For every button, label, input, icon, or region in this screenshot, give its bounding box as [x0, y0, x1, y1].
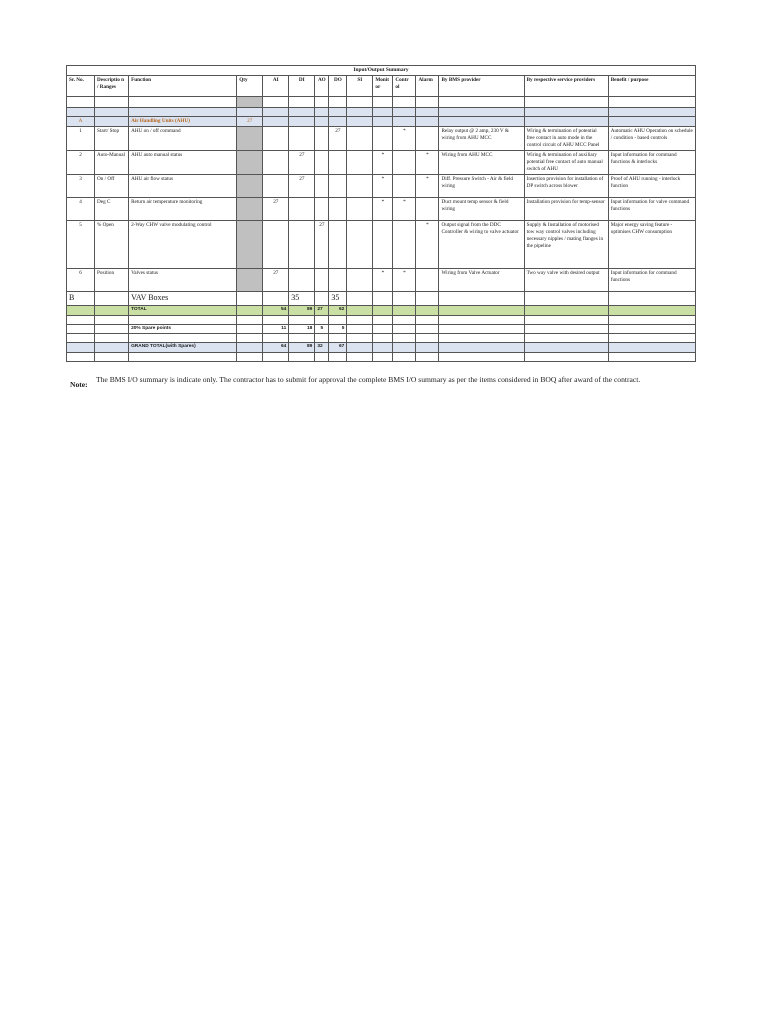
- row-desc: Auto-Manual: [95, 151, 129, 175]
- row-alarm: *: [416, 221, 439, 269]
- header-function: Function: [129, 76, 237, 97]
- row-function: Return air temperature monitoring: [129, 198, 237, 221]
- row-service: Insertion provision for installation of DP switch across blower: [524, 175, 608, 198]
- total-do: 62: [329, 306, 347, 315]
- row-monitor: *: [373, 269, 393, 292]
- row-ai: 27: [263, 198, 289, 221]
- row-desc: On / Off: [95, 175, 129, 198]
- section-a-function: Air Handling Units (AHU): [129, 117, 237, 127]
- grand-total-ao: 32: [315, 343, 329, 352]
- grand-total-label: GRAND TOTAL(with Spares): [129, 343, 237, 352]
- row-alarm: *: [416, 151, 439, 175]
- note-label: Note:: [70, 380, 88, 389]
- section-a-label: A: [67, 117, 95, 127]
- row-ao: 27: [315, 221, 329, 269]
- row-sr: 1: [67, 127, 95, 151]
- row-service: Two way valve with desired output: [524, 269, 608, 292]
- header-si: SI: [347, 76, 373, 97]
- header-bms: By BMS provider: [439, 76, 524, 97]
- blank-row: [67, 352, 696, 361]
- row-bms: Wiring from Valve Actuator: [439, 269, 524, 292]
- table-row: [67, 198, 696, 221]
- row-function: AHU air flow status: [129, 175, 237, 198]
- spare-label: 20% Spare points: [129, 324, 237, 333]
- row-function: AHU on / off command: [129, 127, 237, 151]
- row-bms: Duct mount temp sensor & field wiring: [439, 198, 524, 221]
- header-qty: Qty: [237, 76, 263, 97]
- total-ao: 27: [315, 306, 329, 315]
- grand-total-ai: 64: [263, 343, 289, 352]
- row-benefit: Input information for valve command functions: [608, 198, 695, 221]
- total-ai: 54: [263, 306, 289, 315]
- grand-total-di: 89: [289, 343, 315, 352]
- header-row: [67, 76, 696, 97]
- table-row: [67, 127, 696, 151]
- table-row: [67, 151, 696, 175]
- row-function: AHU auto manual status: [129, 151, 237, 175]
- row-control: *: [393, 127, 416, 151]
- section-b-row: [67, 292, 696, 306]
- row-service: Wiring & termination of auxiliary potential free contact of auto manual switch of AHU: [524, 151, 608, 175]
- row-monitor: *: [373, 198, 393, 221]
- row-sr: 3: [67, 175, 95, 198]
- spare-row: [67, 324, 696, 333]
- row-bms: Wiring from AHU MCC: [439, 151, 524, 175]
- row-sr: 6: [67, 269, 95, 292]
- row-desc: % Open: [95, 221, 129, 269]
- table-row: [67, 175, 696, 198]
- section-b-di: 35: [289, 292, 315, 306]
- row-control: *: [393, 198, 416, 221]
- section-a-row: [67, 117, 696, 127]
- row-di: 27: [289, 175, 315, 198]
- row-monitor: *: [373, 151, 393, 175]
- row-function: 2-Way CHW valve modulating control: [129, 221, 237, 269]
- header-alarm: Alarm: [416, 76, 439, 97]
- header-service: By respective service providers: [524, 76, 608, 97]
- row-function: Valves status: [129, 269, 237, 292]
- spare-ai: 11: [263, 324, 289, 333]
- section-a-qty: 27: [237, 117, 263, 127]
- row-service: Installation provision for temp-sensor: [524, 198, 608, 221]
- row-bms: Diff. Pressure Switch - Air & field wiring: [439, 175, 524, 198]
- header-control: Contr ol: [393, 76, 416, 97]
- row-desc: Start/ Stop: [95, 127, 129, 151]
- row-sr: 4: [67, 198, 95, 221]
- row-do: 27: [329, 127, 347, 151]
- header-sr: Sr. No.: [67, 76, 95, 97]
- section-b-do: 35: [329, 292, 347, 306]
- row-bms: Output signal from the DDC Controller & wiring to valve actuator: [439, 221, 524, 269]
- row-desc: Deg C: [95, 198, 129, 221]
- total-row: [67, 306, 696, 315]
- table-row: [67, 269, 696, 292]
- row-benefit: Automatic AHU Operation on schedule / condition - based controls: [608, 127, 695, 151]
- row-di: 27: [289, 151, 315, 175]
- row-benefit: Proof of AHU running - interlock function: [608, 175, 695, 198]
- header-do: DO: [329, 76, 347, 97]
- row-ai: 27: [263, 269, 289, 292]
- row-sr: 2: [67, 151, 95, 175]
- blank-row: [67, 315, 696, 324]
- blank-row: [67, 108, 696, 117]
- header-ai: AI: [263, 76, 289, 97]
- spare-di: 18: [289, 324, 315, 333]
- row-service: Supply & Installation of motorised tow way control valves including necessary nipples / mating flanges in the pipeline: [524, 221, 608, 269]
- spare-ao: 5: [315, 324, 329, 333]
- header-desc: Descriptio n / Ranges: [95, 76, 129, 97]
- row-benefit: Input information for command functions & interlocks: [608, 151, 695, 175]
- spare-do: 5: [329, 324, 347, 333]
- row-benefit: Input information for command functions: [608, 269, 695, 292]
- header-benefit: Benefit / purpose: [608, 76, 695, 97]
- section-b-label: B: [67, 292, 95, 306]
- blank-row: [67, 334, 696, 343]
- header-ao: AO: [315, 76, 329, 97]
- note-block: [70, 375, 680, 389]
- row-sr: 5: [67, 221, 95, 269]
- table-row: [67, 221, 696, 269]
- section-b-function: VAV Boxes: [129, 292, 237, 306]
- blank-row: [67, 97, 696, 108]
- header-monitor: Monit or: [373, 76, 393, 97]
- row-benefit: Major energy saving feature - optimises CHW consumption: [608, 221, 695, 269]
- row-bms: Relay output @ 2 amp, 230 V & wiring from AHU MCC: [439, 127, 524, 151]
- row-alarm: *: [416, 175, 439, 198]
- row-monitor: *: [373, 175, 393, 198]
- grand-total-do: 67: [329, 343, 347, 352]
- grand-total-row: [67, 343, 696, 352]
- total-label: TOTAL: [129, 306, 237, 315]
- row-desc: Position: [95, 269, 129, 292]
- row-control: *: [393, 269, 416, 292]
- io-summary-table: [66, 65, 696, 362]
- header-di: DI: [289, 76, 315, 97]
- total-di: 89: [289, 306, 315, 315]
- row-service: Wiring & termination of potential free contact in auto mode in the control circuit of AHU MCC Panel: [524, 127, 608, 151]
- table-title: Input/Output Summary: [67, 66, 696, 76]
- note-text: The BMS I/O summary is indicate only. The contractor has to submit for approval the complete BMS I/O summary as per the items considered in BOQ after award of the contract.: [96, 375, 641, 384]
